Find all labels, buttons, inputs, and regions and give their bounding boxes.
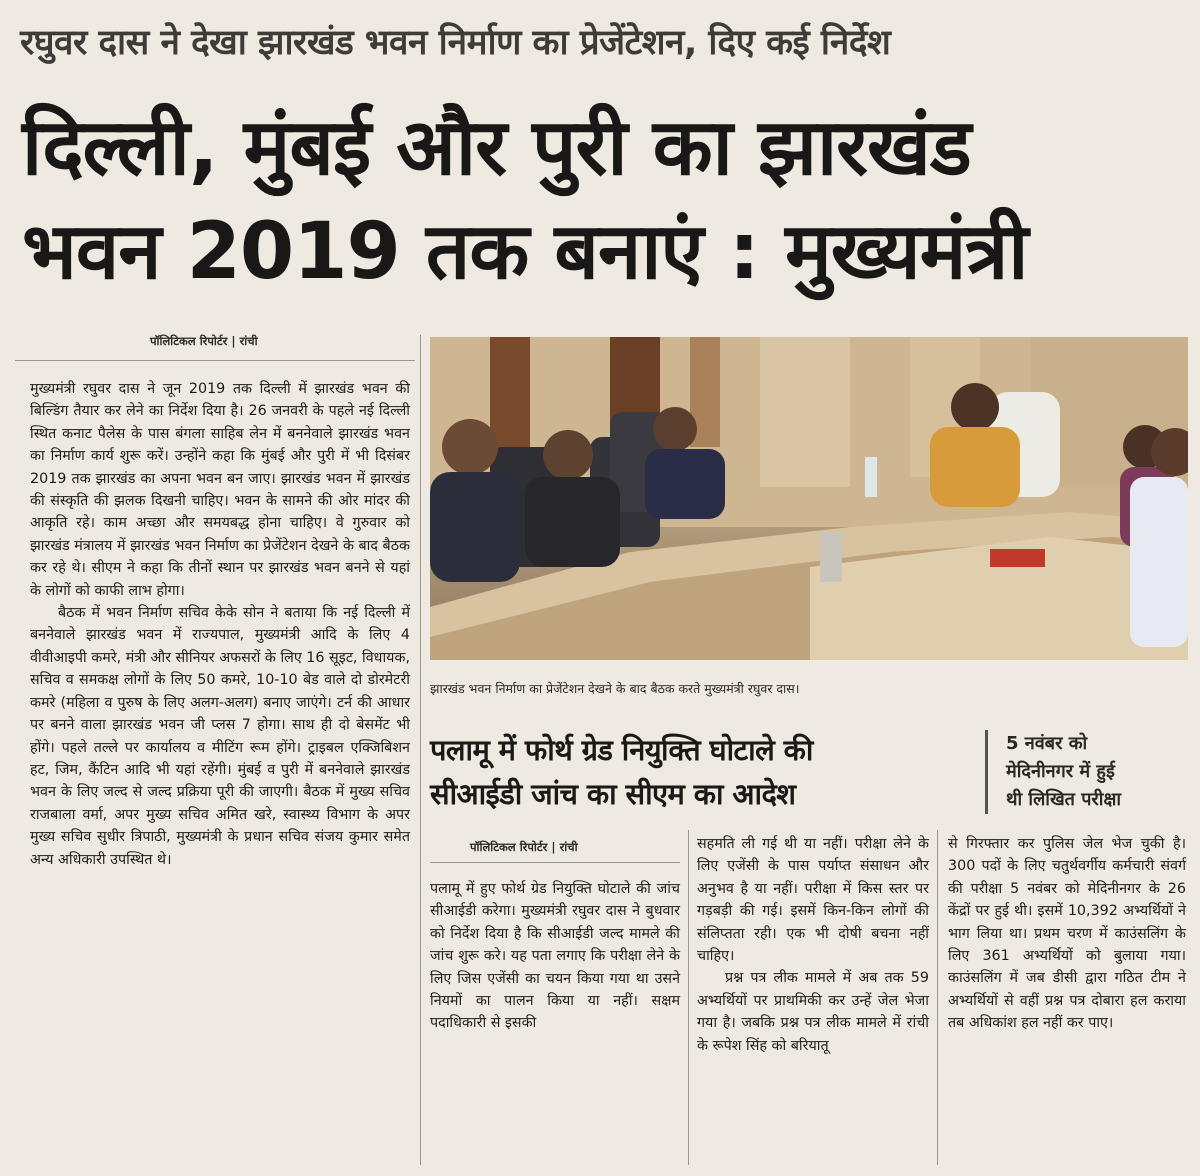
sub-column-divider-1 bbox=[688, 830, 689, 1165]
sub-column-divider-2 bbox=[937, 830, 938, 1165]
sub-story-col2-paragraph-2: प्रश्न पत्र लीक मामले में अब तक 59 अभ्यर्थियों पर प्राथमिकी कर उन्हें जेल भेजा गया है। जबकि प्रश्न पत्र लीक मामले में रांची के रूपेश सिंह को बरियातू bbox=[697, 970, 929, 1054]
sub-story-col2-paragraph-1: सहमति ली गई थी या नहीं। परीक्षा लेने के लिए एजेंसी के पास पर्याप्त संसाधन और अनुभव है या नहीं। परीक्षा में किस स्तर पर गड़बड़ी की गई। इसमें किन-किन लोगों की संलिप्तता रही। एक भी दोषी बचना नहीं चाहिए। bbox=[697, 836, 929, 965]
side-note-line-3: थी लिखित परीक्षा bbox=[1006, 789, 1122, 810]
main-story-paragraph-2: बैठक में भवन निर्माण सचिव केके सोन ने बताया कि नई दिल्ली में बननेवाले झारखंड भवन में राज्यपाल, मुख्यमंत्री आदि के लिए 4 वीवीआइपी कमरे, मंत्री और सीनियर अफसरों के लिए 16 सूइट, विधायक, सचिव व समकक्ष लोगों के लिए 50 कमरे, 10-10 बेड वाले दो डोरमेटरी कमरे (महिला व पुरुष के लिए अलग-अलग) बनाए जाएंगे। टर्न की आधार पर बनने वाला झारखंड भवन जी प्लस 7 होगा। साथ ही दो बेसमेंट भी होंगे। पहले तल्ले पर कार्यालय व मीटिंग रूम होंगे। ट्राइबल एक्जिबिशन हट, जिम, कैंटिन आदि भी यहां रहेंगी। मुंबई व पुरी में बननेवाले झारखंड भवन के लिए जल्द से जल्द प्रक्रिया पूरी की जाएगी। बैठक में मुख्य सचिव राजबाला वर्मा, अपर मुख्य सचिव अमित खरे, स्वास्थ्य विभाग के अपर मुख्य सचिव सुधीर त्रिपाठी, मुख्यमंत्री के प्रधान सचिव संजय कुमार समेत अन्य अधिकारी उपस्थित थे। bbox=[30, 605, 410, 868]
main-headline bbox=[22, 96, 1187, 304]
meeting-photo-illustration bbox=[430, 337, 1188, 660]
main-headline-line-2: भवन 2019 तक बनाएं : मुख्यमंत्री bbox=[22, 207, 1028, 297]
sub-story-column-2 bbox=[697, 833, 929, 1057]
kicker-headline: रघुवर दास ने देखा झारखंड भवन निर्माण का प्रेजेंटेशन, दिए कई निर्देश bbox=[20, 23, 891, 63]
sub-story-column-3 bbox=[948, 833, 1186, 1035]
side-note bbox=[985, 730, 1200, 814]
side-note-line-2: मेदिनीनगर में हुई bbox=[1006, 761, 1115, 782]
main-story-paragraph-1: मुख्यमंत्री रघुवर दास ने जून 2019 तक दिल्ली में झारखंड भवन की बिल्डिंग तैयार कर लेने का निर्देश दिया है। 26 जनवरी के पहले नई दिल्ली स्थित कनाट पैलेस के पास बंगला साहिब लेन में बननेवाले झारखंड भवन का निर्माण कार्य शुरू करें। उन्होंने कहा कि मुंबई और पुरी में भी दिसंबर 2019 तक झारखंड का अपना भवन बन जाए। झारखंड भवन में झारखंड की संस्कृति की झलक दिखनी चाहिए। भवन के सामने की ओर मांदर की आकृति रहे। काम अच्छा और समयबद्ध होना चाहिए। वे गुरुवार को झारखंड मंत्रालय में झारखंड भवन निर्माण का प्रेजेंटेशन देखने के बाद बैठक कर रहे थे। सीएम ने कहा कि तीनों स्थान पर झारखंड भवन बनने से यहां के लोगों को काफी लाभ होगा। bbox=[30, 381, 410, 599]
sub-story-headline bbox=[430, 728, 975, 816]
sub-byline-rule bbox=[430, 862, 680, 863]
sub-story-byline: पॉलिटिकल रिपोर्टर | रांची bbox=[470, 840, 578, 854]
main-headline-line-1: दिल्ली, मुंबई और पुरी का झारखंड bbox=[22, 103, 971, 193]
sub-story-col3-text: से गिरफ्तार कर पुलिस जेल भेज चुकी है। 300 पदों के लिए चतुर्थवर्गीय कर्मचारी संवर्ग की परीक्षा 5 नवंबर को मेदिनीनगर के 26 केंद्रों पर हुई थी। इसमें 10,392 अभ्यर्थियों ने भाग लिया था। प्रथम चरण में काउंसलिंग के लिए 361 अभ्यर्थियों को बुलाया गया। काउंसलिंग में जब डीसी द्वारा गठित टीम ने अभ्यर्थियों से वहीं प्रश्न पत्र दोबारा हल कराया तब अधिकांश हल नहीं कर पाए। bbox=[948, 836, 1186, 1032]
sub-story-column-1 bbox=[430, 878, 680, 1035]
photo-caption: झारखंड भवन निर्माण का प्रेजेंटेशन देखने के बाद बैठक करते मुख्यमंत्री रघुवर दास। bbox=[430, 681, 800, 696]
sub-story-headline-line-2: सीआईडी जांच का सीएम का आदेश bbox=[430, 777, 796, 811]
side-note-line-1: 5 नवंबर को bbox=[1006, 733, 1088, 754]
sub-story-col1-text: पलामू में हुए फोर्थ ग्रेड नियुक्ति घोटाले की जांच सीआईडी करेगा। मुख्यमंत्री रघुवर दास ने बुधवार को निर्देश दिया है कि सीआईडी जल्द मामले की जांच शुरू करे। यह पता लगाए कि परीक्षा लेने के लिए जिस एजेंसी का चयन किया गया था उसने नियमों का पालन किया या नहीं। सक्षम पदाधिकारी से इसकी bbox=[430, 881, 680, 1032]
main-story-body bbox=[30, 378, 410, 871]
byline-rule bbox=[15, 360, 415, 361]
meeting-photo bbox=[430, 337, 1188, 660]
main-byline: पॉलिटिकल रिपोर्टर | रांची bbox=[150, 334, 258, 348]
column-divider bbox=[420, 335, 421, 1165]
sub-story-headline-line-1: पलामू में फोर्थ ग्रेड नियुक्ति घोटाले की bbox=[430, 733, 813, 767]
